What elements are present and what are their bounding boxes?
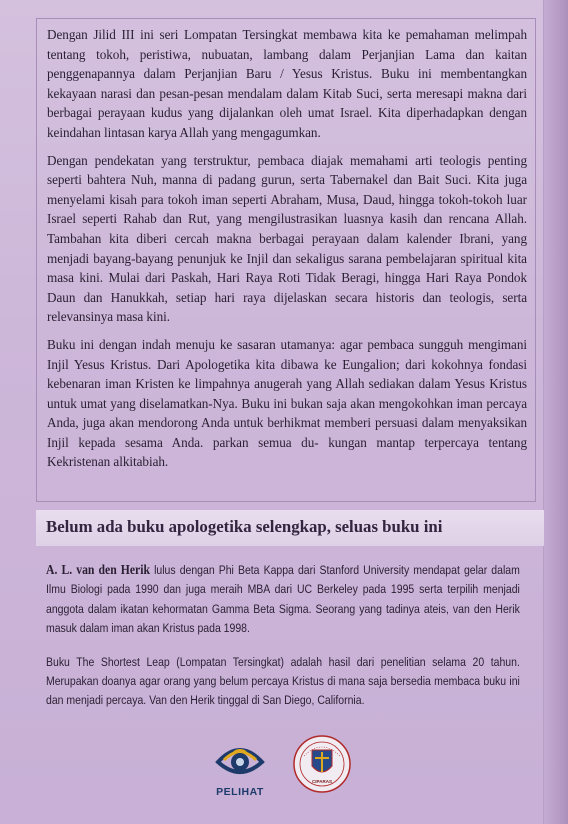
description-paragraph-1: Dengan Jilid III ini seri Lompatan Tersingkat membawa kita ke pemahaman melimpah tentang tokoh, peristiwa, nubuatan, lambang dalam Perjanjian Lama dan kaitan penggenapannya dalam Perjanjian Baru / Yesus Kristus. Buku ini membentangkan kekayaan narasi dan pesan-pesan mendalam dalam Kitab Suci, serta meresapi makna dari berbagai perayaan kudus yang dijalankan oleh umat Israel. Kita diperhadapkan dengan keindahan lintasan karya Allah yang mengagumkan.	[47, 27, 527, 140]
tagline: Belum ada buku apologetika selengkap, seluas buku ini	[46, 517, 443, 536]
ciparas-label: CIPARAS	[312, 779, 332, 784]
author-bio-paragraph-2: Buku The Shortest Leap (Lompatan Tersingkat) adalah hasil dari penelitian selama 20 tahun. Merupakan doanya agar orang yang belum percaya Kristus di mana saja bersedia membaca buku ini dan menjadi percaya. Van den Herik tinggal di San Diego, California.	[46, 654, 520, 708]
pelihat-label: PELIHAT	[216, 786, 264, 798]
spine-edge	[543, 0, 568, 824]
description-paragraph-2: Dengan pendekatan yang terstruktur, pembaca diajak memahami arti teologis penting seperti bahtera Nuh, manna di padang gurun, serta Tabernakel dan Bait Suci. Kita juga menyelami kisah para tokoh iman seperti Abraham, Musa, Daud, hingga tokoh-tokoh luar Israel seperti Rahab dan Rut, yang mengilustrasikan luasnya kasih dan rencana Allah. Tambahan kita diberi cercah makna berbagai perayaan dalam kalender Ibrani, yang menjadi bayang-bayang penunjuk ke Injil dan sekaligus sarana pembelajaran spiritual kita masa kini. Mulai dari Paskah, Hari Raya Roti Tidak Beragi, hingga Hari Raya Pondok Daun dan Hanukkah, setiap hari raya dijelaskan secara historis dan teologis, serta relevansinya masa kini.	[47, 152, 527, 325]
publisher-logos	[210, 732, 370, 804]
shield-seal-icon	[292, 734, 352, 794]
pelihat-logo	[210, 732, 270, 804]
author-bio	[46, 560, 520, 725]
tagline-banner	[36, 510, 544, 546]
author-bio-text-1: lulus dengan Phi Beta Kappa dari Stanford University mendapat gelar dalam Ilmu Biologi pada 1990 dan juga meraih MBA dari UC Berkeley pada 1995 serta terpilih menjadi anggota dalam ikatan kehormatan Gamma Beta Sigma. Seorang yang tadinya ateis, van den Herik masuk dalam iman akan Kristus pada 1998.	[46, 563, 520, 636]
author-bio-paragraph-1	[46, 560, 520, 639]
description-box	[36, 18, 536, 502]
description-paragraph-3: Buku ini dengan indah menuju ke sasaran utamanya: agar pembaca sungguh mengimani Injil Yesus Kristus. Dari Apologetika kita dibawa ke Eungalion; dari kokohnya fondasi kebenaran iman Kristen ke limpahnya anugerah yang Allah sediakan dalam Yesus Kristus untuk umat yang diselamatkan-Nya. Buku ini bukan saja akan mengokohkan iman percaya Anda, juga akan mendorong Anda untuk berhikmat memberi persuasi dalam menyaksikan Injil kepada sesama Anda. parkan semua du- kungan mantap terpercaya tentang Kekristenan alkitabiah.	[47, 336, 527, 470]
ciparas-seal	[292, 734, 352, 794]
eye-logo-icon	[210, 732, 270, 786]
author-name: A. L. van den Herik	[46, 562, 151, 577]
